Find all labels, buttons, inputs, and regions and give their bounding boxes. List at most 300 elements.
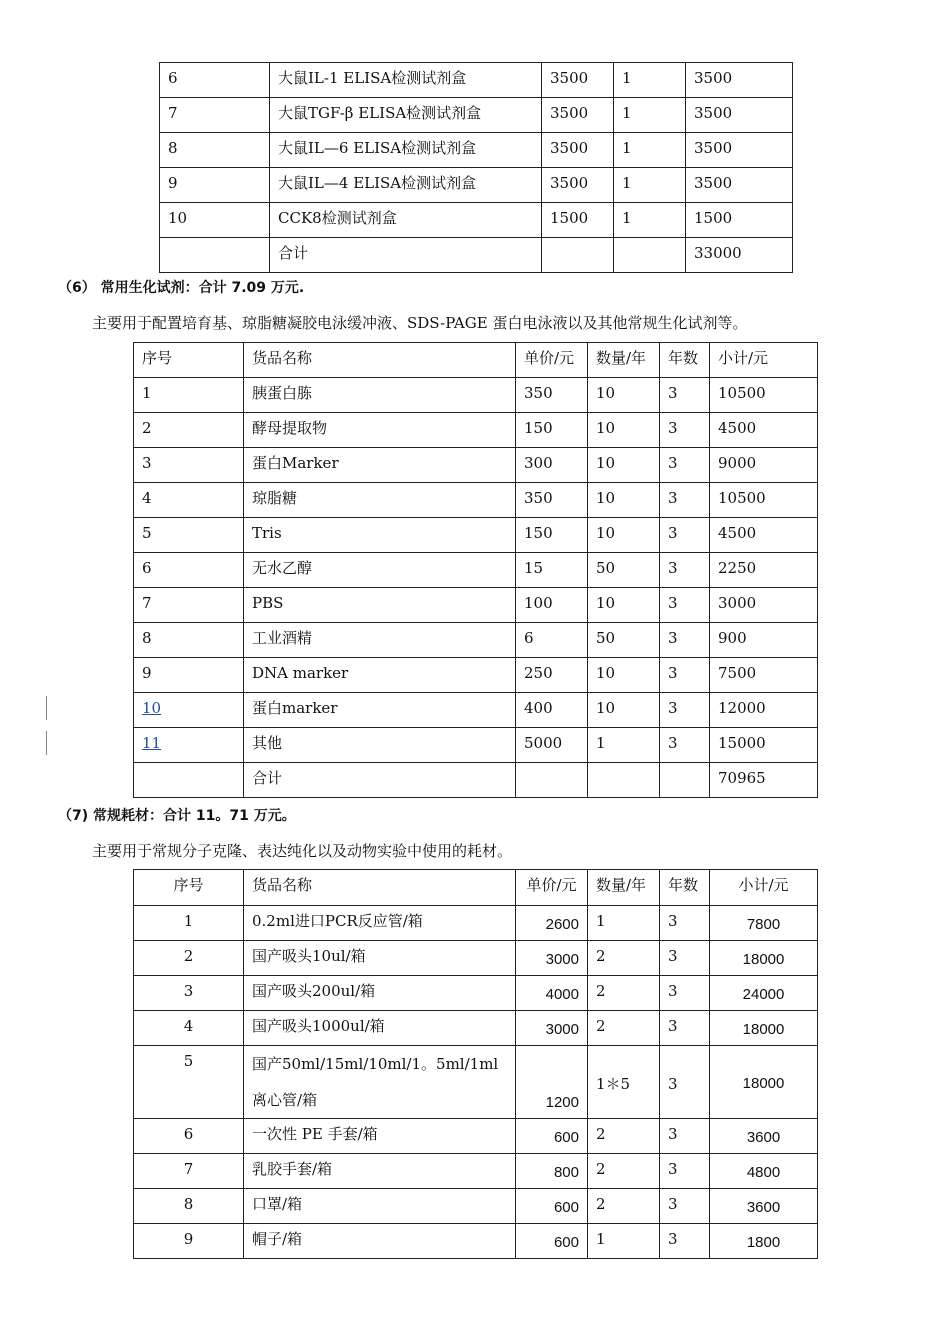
cell-quantity [614,238,686,273]
cell-item-name-text: 大鼠IL—4 ELISA检测试剂盒 [278,174,477,192]
cell-item-name [244,1224,516,1259]
cell-item-name-text: 国产吸头10ul/箱 [252,947,366,965]
cell-subtotal-text: 1800 [746,1234,781,1251]
table-row [134,941,818,976]
table-row [134,658,818,693]
cell-item-name [244,941,516,976]
cell-item-name-text: 琼脂糖 [252,489,298,507]
cell-subtotal [710,763,818,798]
table-row [160,133,793,168]
cell-item-name-text: 合计 [252,769,283,787]
cell-index-text: 2 [183,947,194,965]
cell-quantity-text: 10 [596,594,616,612]
cell-item-name [244,1046,516,1119]
cell-item-name [244,1189,516,1224]
cell-item-name [270,98,542,133]
cell-item-name-text: 工业酒精 [252,629,313,647]
header-cell-index-text: 序号 [173,876,204,894]
cell-subtotal-text: 10500 [718,384,766,402]
cell-years-text: 3 [668,594,678,612]
cell-unit-price [516,906,588,941]
cell-item-name [244,906,516,941]
cell-years-text: 3 [668,699,678,717]
cell-item-name-text: 蛋白Marker [252,454,339,472]
cell-item-name [244,976,516,1011]
cell-unit-price [516,553,588,588]
cell-item-name [244,1011,516,1046]
cell-index-text: 10 [168,209,188,227]
cell-years-text: 3 [668,734,678,752]
cell-quantity-text: 50 [596,559,616,577]
cell-index [134,378,244,413]
header-cell-subtotal-text: 小计/元 [738,876,789,894]
header-cell-item-name [244,343,516,378]
cell-index-text: 7 [183,1160,194,1178]
cell-subtotal-text: 7500 [718,664,757,682]
cell-index-text: 9 [168,174,178,192]
cell-quantity-text: 1 [622,139,632,157]
cell-index-text[interactable]: 10 [142,699,162,717]
cell-subtotal [710,906,818,941]
cell-subtotal-text: 3500 [694,139,733,157]
cell-unit-price [516,623,588,658]
table-header-row [134,343,818,378]
cell-index [134,763,244,798]
cell-subtotal [710,728,818,763]
section-7-intro: 主要用于常规分子克隆、表达纯化以及动物实验中使用的耗材。 [92,842,513,860]
cell-subtotal-text: 18000 [742,1021,785,1038]
cell-index-text: 5 [142,524,152,542]
cell-years [660,448,710,483]
table-row [134,906,818,941]
table-row [134,728,818,763]
header-cell-unit-price [516,343,588,378]
cell-years-text: 3 [668,524,678,542]
cell-years-text: 3 [668,1075,678,1093]
cell-quantity-text: 2 [596,1017,606,1035]
cell-quantity-text: 1 [622,69,632,87]
header-cell-index-text: 序号 [142,349,173,367]
cell-years-text: 3 [668,1195,678,1213]
cell-item-name [244,1119,516,1154]
cell-item-name [244,553,516,588]
cell-index[interactable] [134,693,244,728]
cell-quantity-text: 1 [622,209,632,227]
cell-subtotal [710,1189,818,1224]
cell-index [134,658,244,693]
cell-quantity-text: 1 [596,1230,606,1248]
cell-unit-price-text: 300 [524,454,553,472]
cell-subtotal [710,693,818,728]
cell-years [660,553,710,588]
cell-subtotal-text: 15000 [718,734,766,752]
cell-quantity [588,1011,660,1046]
cell-years [660,1189,710,1224]
cell-quantity [588,1046,660,1119]
cell-unit-price [542,203,614,238]
cell-index-text: 7 [142,594,152,612]
cell-quantity-text: 1 [622,174,632,192]
cell-item-name [244,378,516,413]
table-row [160,98,793,133]
header-cell-years [660,343,710,378]
cell-item-name-text: PBS [252,594,284,612]
cell-unit-price-text [550,238,605,242]
cell-unit-price [516,1154,588,1189]
cell-index-text: 6 [183,1125,194,1143]
table-row [134,1046,818,1119]
cell-index [134,1011,244,1046]
cell-subtotal-text: 3600 [746,1199,781,1216]
cell-years [660,763,710,798]
cell-subtotal [710,553,818,588]
header-cell-unit-price-text: 单价/元 [524,349,575,367]
cell-index-text: 1 [142,384,152,402]
cell-unit-price [516,728,588,763]
cell-unit-price [516,1119,588,1154]
cell-index [134,518,244,553]
cell-subtotal-text: 9000 [718,454,757,472]
table-header-row [134,870,818,906]
cell-subtotal [710,413,818,448]
table-row [134,763,818,798]
cell-unit-price [542,133,614,168]
cell-quantity-text: 2 [596,982,606,1000]
cell-item-name [244,763,516,798]
cell-item-name-text: CCK8检测试剂盒 [278,209,397,227]
cell-years [660,1154,710,1189]
cell-unit-price-text: 3000 [545,1021,579,1038]
cell-unit-price-text: 3500 [550,69,589,87]
cell-index-text: 2 [142,419,152,437]
header-cell-item-name-text: 货品名称 [252,349,313,367]
cell-item-name [270,133,542,168]
cell-quantity [588,553,660,588]
cell-subtotal [686,203,793,238]
cell-index-text [168,238,261,242]
header-cell-index [134,870,244,906]
cell-index-text: 3 [183,982,194,1000]
cell-quantity [588,658,660,693]
cell-subtotal-text: 24000 [742,986,785,1003]
revision-mark [46,696,47,720]
cell-years [660,483,710,518]
cell-unit-price-text: 1500 [550,209,589,227]
cell-quantity-text [622,238,677,242]
cell-subtotal-text: 70965 [718,769,766,787]
cell-index [134,1154,244,1189]
cell-index [134,941,244,976]
header-cell-index [134,343,244,378]
cell-unit-price [516,1011,588,1046]
cell-unit-price [516,658,588,693]
cell-years [660,728,710,763]
cell-unit-price [516,483,588,518]
cell-item-name-text: 胰蛋白胨 [252,384,313,402]
cell-item-name [270,63,542,98]
consumables-table [133,869,818,1259]
cell-subtotal-text: 12000 [718,699,766,717]
cell-quantity [588,448,660,483]
cell-item-name [244,1154,516,1189]
cell-quantity-text: 10 [596,384,616,402]
cell-item-name-text: 一次性 PE 手套/箱 [252,1125,378,1143]
cell-years [660,1119,710,1154]
cell-subtotal [710,483,818,518]
cell-unit-price-text: 5000 [524,734,563,752]
cell-index [160,168,270,203]
cell-years [660,693,710,728]
cell-unit-price [516,763,588,798]
cell-index-text: 9 [142,664,152,682]
cell-subtotal [710,941,818,976]
cell-quantity-text: 1＊5 [596,1075,631,1093]
cell-index-text: 9 [183,1230,194,1248]
header-cell-quantity [588,870,660,906]
cell-item-name-text: 大鼠IL-1 ELISA检测试剂盒 [278,69,467,87]
cell-quantity [588,1119,660,1154]
cell-index [160,63,270,98]
cell-unit-price [516,448,588,483]
cell-item-name-text: 乳胶手套/箱 [252,1160,333,1178]
header-cell-quantity-text: 数量/年 [596,349,647,367]
cell-unit-price [516,693,588,728]
cell-quantity-text: 10 [596,454,616,472]
cell-unit-price-text: 350 [524,489,553,507]
cell-quantity [588,976,660,1011]
cell-index [160,238,270,273]
cell-quantity [614,98,686,133]
cell-subtotal-text: 18000 [742,951,785,968]
cell-index [134,413,244,448]
table-row [134,553,818,588]
cell-index-text: 1 [183,912,194,930]
cell-years-text [668,763,701,767]
cell-unit-price-text: 100 [524,594,553,612]
biochem-reagent-table [133,342,818,798]
header-cell-subtotal [710,870,818,906]
cell-years-text: 3 [668,629,678,647]
cell-unit-price-text: 3500 [550,104,589,122]
table-row [134,518,818,553]
cell-index-text[interactable]: 11 [142,734,162,752]
cell-item-name [244,413,516,448]
cell-subtotal-text: 33000 [694,244,742,262]
cell-item-name-text: 国产吸头200ul/箱 [252,982,376,1000]
cell-years [660,413,710,448]
cell-quantity [588,941,660,976]
cell-years-text: 3 [668,947,678,965]
cell-index [134,448,244,483]
cell-quantity-text: 2 [596,947,606,965]
cell-index-text: 8 [142,629,152,647]
cell-years-text: 3 [668,664,678,682]
cell-item-name [244,658,516,693]
header-cell-years [660,870,710,906]
cell-unit-price [516,941,588,976]
cell-index [134,553,244,588]
cell-subtotal-text: 3000 [718,594,757,612]
cell-unit-price [542,168,614,203]
cell-index-text: 8 [168,139,178,157]
cell-subtotal [710,1011,818,1046]
cell-years [660,1224,710,1259]
cell-subtotal [710,1154,818,1189]
cell-quantity [614,168,686,203]
cell-years [660,906,710,941]
header-cell-item-name [244,870,516,906]
cell-subtotal [710,976,818,1011]
cell-years-text: 3 [668,559,678,577]
cell-unit-price [516,378,588,413]
cell-quantity-text: 10 [596,699,616,717]
cell-item-name-text: 蛋白marker [252,699,338,717]
cell-subtotal-text: 3500 [694,104,733,122]
cell-quantity [588,413,660,448]
header-cell-years-text: 年数 [668,349,699,367]
cell-quantity-text: 2 [596,1125,606,1143]
cell-unit-price-text: 3000 [545,951,579,968]
cell-item-name [270,203,542,238]
cell-item-name [270,168,542,203]
cell-index [134,906,244,941]
cell-item-name [244,623,516,658]
cell-index [134,1189,244,1224]
cell-quantity [588,906,660,941]
cell-subtotal [710,448,818,483]
cell-years-text: 3 [668,982,678,1000]
cell-years-text: 3 [668,419,678,437]
cell-index-text: 4 [142,489,152,507]
cell-subtotal-text: 900 [718,629,747,647]
cell-quantity [614,133,686,168]
cell-unit-price-text: 4000 [545,986,579,1003]
table-row [134,378,818,413]
cell-item-name-text: 口罩/箱 [252,1195,303,1213]
cell-unit-price-text: 600 [553,1129,579,1146]
cell-item-name [244,518,516,553]
cell-quantity [588,518,660,553]
table-row [160,63,793,98]
cell-subtotal [710,623,818,658]
cell-unit-price [516,1046,588,1119]
cell-years [660,1011,710,1046]
cell-item-name-text: 国产吸头1000ul/箱 [252,1017,385,1035]
cell-quantity-text: 2 [596,1160,606,1178]
cell-index-text: 8 [183,1195,194,1213]
cell-quantity [588,1154,660,1189]
cell-years-text: 3 [668,1160,678,1178]
cell-subtotal-text: 4800 [746,1164,781,1181]
cell-quantity-text: 1 [596,734,606,752]
cell-quantity [588,378,660,413]
table-row [134,1154,818,1189]
cell-quantity-text: 1 [622,104,632,122]
cell-quantity-text: 10 [596,419,616,437]
table-row [134,623,818,658]
cell-item-name-text: 国产50ml/15ml/10ml/1。5ml/1ml离心管/箱 [252,1055,499,1109]
cell-subtotal [686,133,793,168]
table-row [134,483,818,518]
table-row [160,203,793,238]
cell-years-text: 3 [668,1017,678,1035]
cell-years [660,623,710,658]
cell-quantity-text: 10 [596,489,616,507]
cell-quantity-text: 50 [596,629,616,647]
revision-mark [46,731,47,755]
cell-years-text: 3 [668,1125,678,1143]
cell-index-text: 6 [168,69,178,87]
table-row [134,413,818,448]
cell-item-name-text: Tris [252,524,282,542]
cell-subtotal-text: 2250 [718,559,757,577]
cell-item-name-text: 其他 [252,734,283,752]
cell-item-name-text: 帽子/箱 [252,1230,303,1248]
cell-years [660,518,710,553]
cell-quantity-text: 10 [596,524,616,542]
cell-years [660,976,710,1011]
cell-subtotal-text: 7800 [746,916,781,933]
cell-index [134,1119,244,1154]
cell-index [134,1046,244,1119]
cell-item-name-text: 0.2ml进口PCR反应管/箱 [252,912,423,930]
cell-years [660,588,710,623]
cell-item-name-text: 大鼠TGF-β ELISA检测试剂盒 [278,104,482,122]
cell-quantity [588,623,660,658]
cell-unit-price-text [524,763,579,767]
cell-subtotal-text: 1500 [694,209,733,227]
header-cell-unit-price-text: 单价/元 [526,876,577,894]
cell-unit-price-text: 150 [524,524,553,542]
cell-index-text [142,763,235,767]
section-7-heading: （7) 常规耗材：合计 11。71 万元。 [58,808,296,824]
cell-unit-price [542,98,614,133]
cell-unit-price [516,588,588,623]
cell-quantity-text: 2 [596,1195,606,1213]
cell-subtotal [686,238,793,273]
cell-index-text: 6 [142,559,152,577]
cell-unit-price-text: 600 [553,1199,579,1216]
cell-unit-price [542,63,614,98]
cell-unit-price-text: 3500 [550,139,589,157]
cell-item-name-text: 酵母提取物 [252,419,328,437]
cell-unit-price-text: 2600 [545,916,579,933]
cell-index [160,133,270,168]
header-cell-subtotal-text: 小计/元 [718,349,769,367]
cell-unit-price [542,238,614,273]
section-6-heading: （6） 常用生化试剂：合计 7.09 万元. [58,280,305,296]
cell-years-text: 3 [668,384,678,402]
cell-unit-price-text: 6 [524,629,534,647]
cell-unit-price-text: 250 [524,664,553,682]
cell-index[interactable] [134,728,244,763]
cell-years-text: 3 [668,1230,678,1248]
cell-index-text: 3 [142,454,152,472]
cell-subtotal [686,63,793,98]
cell-subtotal-text: 3600 [746,1129,781,1146]
cell-quantity [588,693,660,728]
cell-quantity-text [596,763,651,767]
cell-unit-price-text: 3500 [550,174,589,192]
cell-index [160,203,270,238]
cell-unit-price-text: 350 [524,384,553,402]
cell-item-name [244,483,516,518]
cell-years-text: 3 [668,489,678,507]
cell-subtotal [710,588,818,623]
cell-unit-price-text: 800 [553,1164,579,1181]
cell-unit-price-text: 600 [553,1234,579,1251]
table-row [160,168,793,203]
